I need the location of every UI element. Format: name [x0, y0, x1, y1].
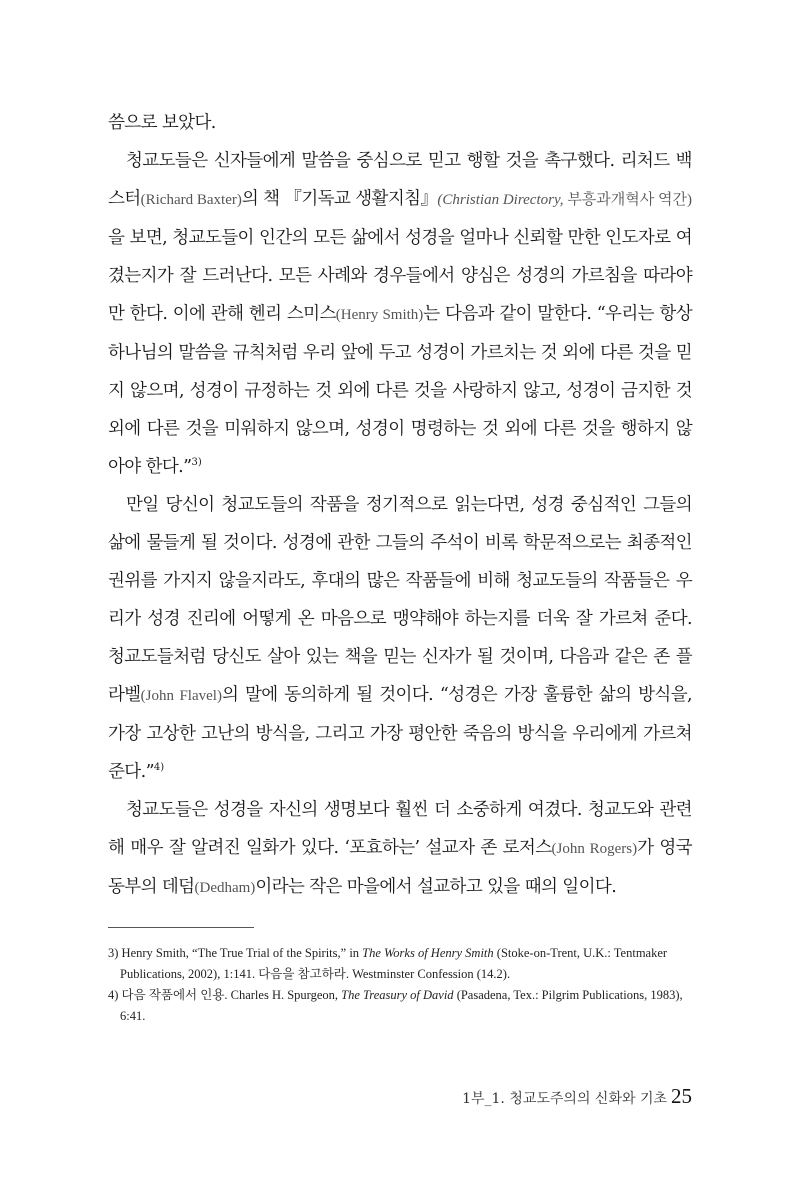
footnote-3: 3) Henry Smith, “The True Trial of the Spirits,” in The Works of Henry Smith (Stoke-on-Trent, U.K.: Tentmaker Publications, 2002), 1:141. 다음을 참고하라. Westminster Confession (14.2). — [108, 946, 668, 981]
footnote-divider — [108, 927, 254, 928]
running-head: 1부_1. 청교도주의의 신화와 기초 — [462, 1091, 667, 1107]
page-footer — [462, 1084, 692, 1109]
latin-name: (John Flavel) — [140, 688, 222, 704]
body-text — [108, 104, 692, 907]
paragraph-2: 청교도들은 신자들에게 말씀을 중심으로 믿고 행할 것을 촉구했다. 리처드 백스터(Richard Baxter)의 책 『기독교 생활지침』(Christian Directory, 부흥과개혁사 역간)을 보면, 청교도들이 인간의 모든 삶에서 성경을 얼마나 신뢰할 만한 인도자로 여겼는지가 잘 드러난다. 모든 사례와 경우들에서 양심은 성경의 가르침을 따라야만 한다. 이에 관해 헨리 스미스(Henry Smith)는 다음과 같이 말한다. “우리는 항상 하나님의 말씀을 규칙처럼 우리 앞에 두고 성경이 가르치는 것 외에 다른 것을 믿지 않으며, 성경이 규정하는 것 외에 다른 것을 사랑하지 않고, 성경이 금지한 것 외에 다른 것을 미워하지 않으며, 성경이 명령하는 것 외에 다른 것을 행하지 않아야 한다.”$^{3)}$ — [108, 151, 693, 477]
footnotes — [108, 943, 692, 1027]
footnote-ref-4[interactable]: 4) — [153, 762, 165, 774]
page-number: 25 — [671, 1084, 692, 1108]
footnote-ref-3[interactable]: 3) — [191, 457, 202, 469]
publisher-note: 부흥과개혁사 역간) — [563, 192, 693, 208]
paragraph-4: 청교도들은 성경을 자신의 생명보다 훨씬 더 소중하게 여겼다. 청교도와 관련해 매우 잘 알려진 일화가 있다. ‘포효하는’ 설교자 존 로저스(John Rogers)가 영국 동부의 데덤(Dedham)이라는 작은 마을에서 설교하고 있을 때의 일이다. — [108, 800, 692, 897]
footnote-4: 4) 다음 작품에서 인용. Charles H. Spurgeon, The Treasury of David (Pasadena, Tex.: Pilgrim Publications, 1983), 6:41. — [108, 988, 683, 1023]
latin-name: (Dedham) — [194, 880, 256, 896]
book-title-latin: (Christian Directory, — [437, 192, 564, 208]
paragraph-1: 씀으로 보았다. — [108, 113, 216, 133]
latin-name: (Richard Baxter) — [140, 192, 242, 208]
paragraph-3: 만일 당신이 청교도들의 작품을 정기적으로 읽는다면, 성경 중심적인 그들의 삶에 물들게 될 것이다. 성경에 관한 그들의 주석이 비록 학문적으로는 최종적인 권위를 가지지 않을지라도, 후대의 많은 작품들에 비해 청교도들의 작품들은 우리가 성경 진리에 어떻게 온 마음으로 맹약해야 하는지를 더욱 잘 가르쳐 준다. 청교도들처럼 당신도 살아 있는 책을 믿는 신자가 될 것이며, 다음과 같은 존 플라벨(John Flavel)의 말에 동의하게 될 것이다. “성경은 가장 훌륭한 삶의 방식을, 가장 고상한 고난의 방식을, 그리고 가장 평안한 죽음의 방식을 우리에게 가르쳐 준다.”$^{4)}$ — [108, 495, 692, 782]
latin-name: (Henry Smith) — [335, 307, 424, 323]
latin-name: (John Rogers) — [551, 841, 638, 857]
